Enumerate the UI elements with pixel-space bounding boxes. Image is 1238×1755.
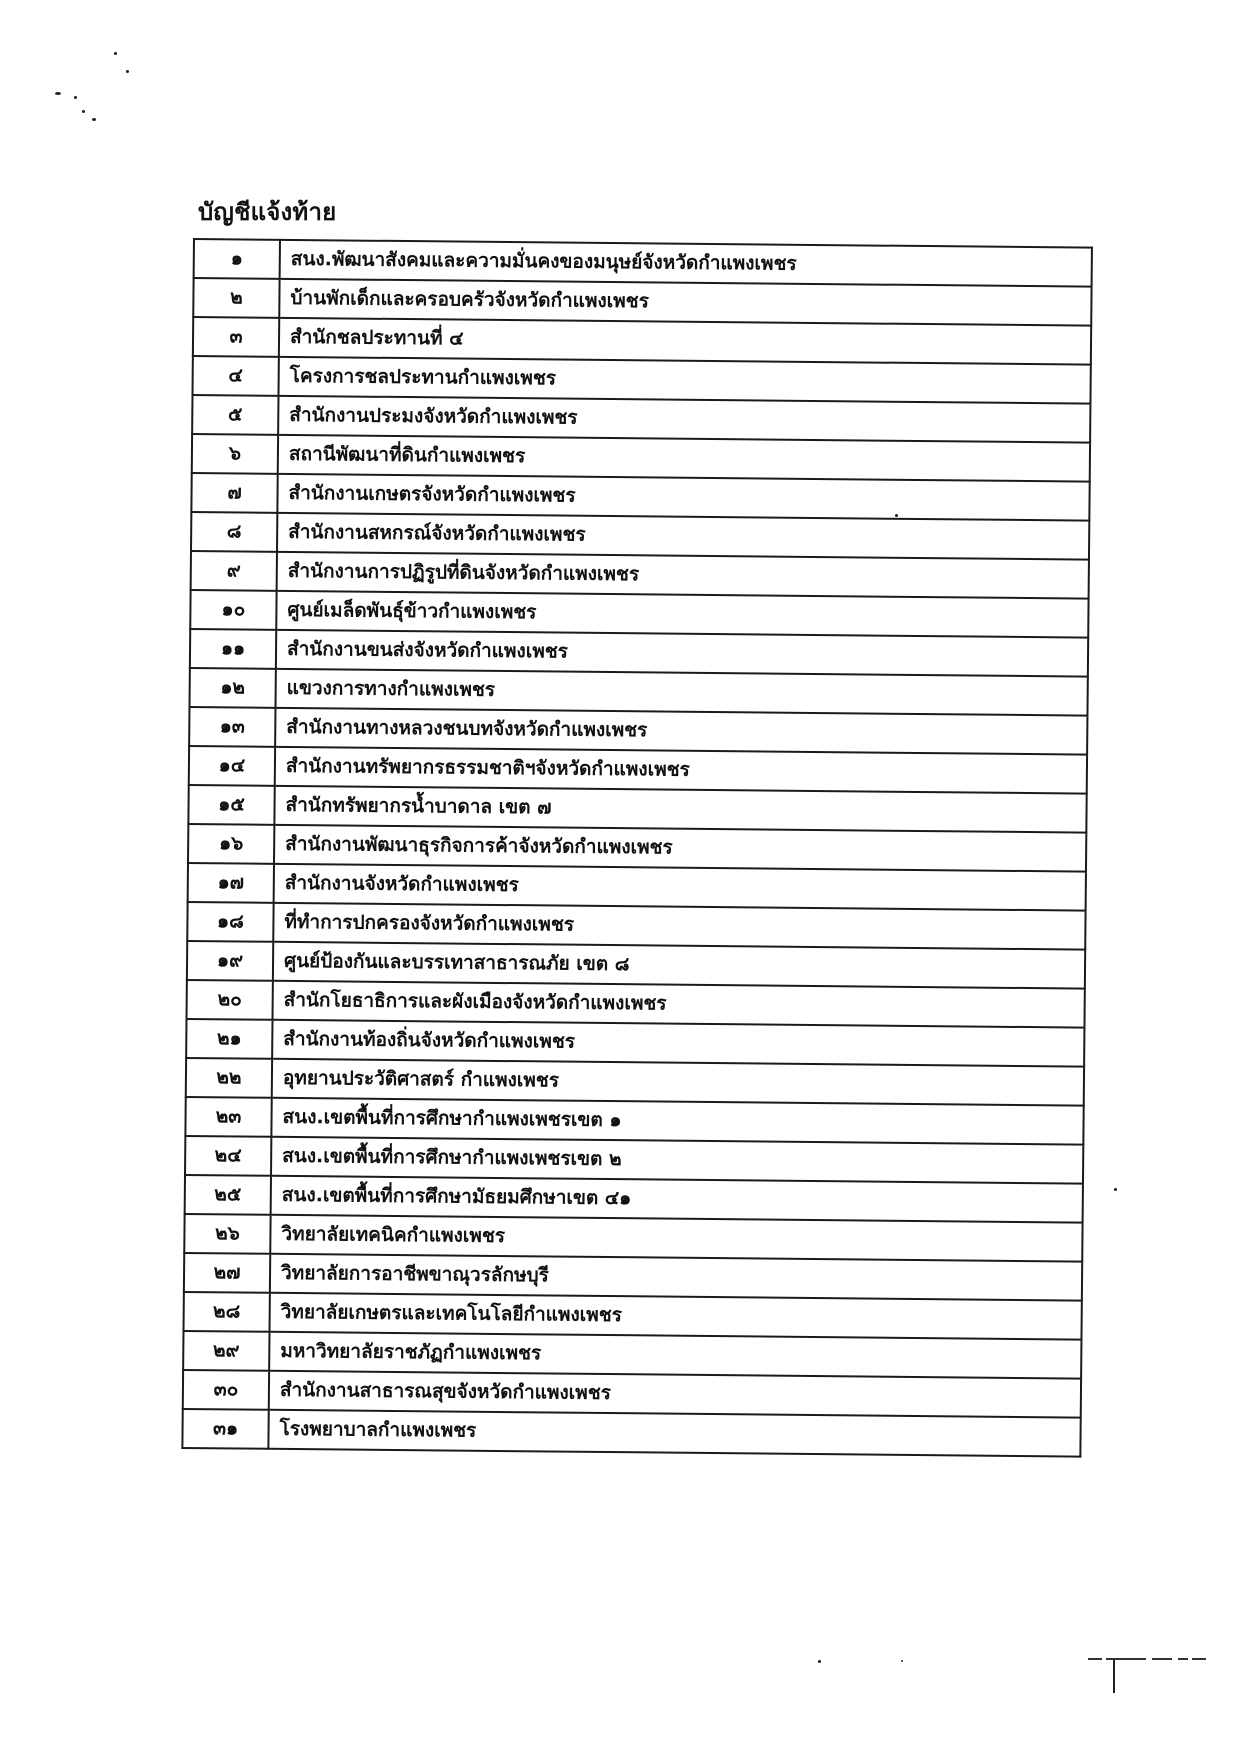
agency-name: โครงการชลประทานกำแพงเพชร xyxy=(278,357,1090,404)
agency-name: สำนักงานขนส่งจังหวัดกำแพงเพชร xyxy=(276,630,1088,677)
row-number: ๑ xyxy=(194,239,280,279)
agency-name: ศูนย์ป้องกันและบรรเทาสาธารณภัย เขต ๘ xyxy=(273,942,1085,989)
agency-list-table xyxy=(181,238,1093,1458)
agency-list-body xyxy=(182,239,1092,1457)
row-number: ๒๘ xyxy=(184,1292,270,1332)
row-number: ๑๗ xyxy=(188,863,274,903)
row-number: ๑๙ xyxy=(187,941,273,981)
agency-name: สำนักงานทางหลวงชนบทจังหวัดกำแพงเพชร xyxy=(275,708,1087,755)
agency-name: สนง.เขตพื้นที่การศึกษากำแพงเพชรเขต ๒ xyxy=(271,1137,1083,1184)
scan-speck xyxy=(818,1660,821,1663)
row-number: ๑๔ xyxy=(189,746,275,786)
row-number: ๓๐ xyxy=(183,1370,269,1410)
agency-name: บ้านพักเด็กและครอบครัวจังหวัดกำแพงเพชร xyxy=(279,279,1091,326)
agency-name: สนง.เขตพื้นที่การศึกษากำแพงเพชรเขต ๑ xyxy=(271,1098,1083,1145)
row-number: ๕ xyxy=(192,395,278,435)
scan-speck xyxy=(74,96,77,99)
agency-name: ศูนย์เมล็ดพันธุ์ข้าวกำแพงเพชร xyxy=(276,591,1088,638)
row-number: ๒๙ xyxy=(183,1331,269,1371)
agency-name: วิทยาลัยการอาชีพขาณุวรลักษบุรี xyxy=(270,1254,1082,1301)
table-row xyxy=(182,1409,1080,1457)
row-number: ๑๐ xyxy=(190,590,276,630)
page-title: บัญชีแจ้งท้าย xyxy=(198,198,337,226)
agency-name: สำนักงานท้องถิ่นจังหวัดกำแพงเพชร xyxy=(272,1020,1084,1067)
agency-name: วิทยาลัยเกษตรและเทคโนโลยีกำแพงเพชร xyxy=(270,1293,1082,1340)
agency-name: สำนักงานการปฏิรูปที่ดินจังหวัดกำแพงเพชร xyxy=(277,552,1089,599)
agency-name: สำนักงานประมงจังหวัดกำแพงเพชร xyxy=(278,396,1090,443)
scan-speck xyxy=(92,118,96,121)
scan-speck xyxy=(55,92,61,95)
agency-name: สถานีพัฒนาที่ดินกำแพงเพชร xyxy=(278,435,1090,482)
row-number: ๒๒ xyxy=(186,1058,272,1098)
agency-name: สนง.เขตพื้นที่การศึกษามัธยมศึกษาเขต ๔๑ xyxy=(271,1176,1083,1223)
agency-name: สำนักทรัพยากรน้ำบาดาล เขต ๗ xyxy=(274,786,1086,833)
scan-speck xyxy=(114,52,117,55)
agency-name: สำนักงานทรัพยากรธรรมชาติฯจังหวัดกำแพงเพชร xyxy=(275,747,1087,794)
agency-name: สำนักงานเกษตรจังหวัดกำแพงเพชร xyxy=(277,474,1089,521)
row-number: ๑๓ xyxy=(189,707,275,747)
scan-speck xyxy=(1114,1188,1117,1191)
agency-name: สนง.พัฒนาสังคมและความมั่นคงของมนุษย์จังหวัดกำแพงเพชร xyxy=(280,240,1092,287)
agency-name: สำนักงานพัฒนาธุรกิจการค้าจังหวัดกำแพงเพชร xyxy=(274,825,1086,872)
scan-speck xyxy=(901,1660,903,1662)
agency-name: วิทยาลัยเทคนิคกำแพงเพชร xyxy=(270,1215,1082,1262)
row-number: ๒ xyxy=(193,278,279,318)
row-number: ๒๑ xyxy=(186,1019,272,1059)
row-number: ๑๑ xyxy=(190,629,276,669)
agency-name: โรงพยาบาลกำแพงเพชร xyxy=(268,1410,1080,1457)
agency-name: ที่ทำการปกครองจังหวัดกำแพงเพชร xyxy=(273,903,1085,950)
row-number: ๓ xyxy=(193,317,279,357)
row-number: ๗ xyxy=(191,473,277,513)
row-number: ๓๑ xyxy=(182,1409,268,1449)
row-number: ๒๔ xyxy=(185,1136,271,1176)
agency-name: อุทยานประวัติศาสตร์ กำแพงเพชร xyxy=(272,1059,1084,1106)
agency-name: มหาวิทยาลัยราชภัฏกำแพงเพชร xyxy=(269,1332,1081,1379)
row-number: ๙ xyxy=(191,551,277,591)
row-number: ๒๗ xyxy=(184,1253,270,1293)
row-number: ๒๐ xyxy=(187,980,273,1020)
scan-speck xyxy=(126,70,129,73)
agency-name: สำนักชลประทานที่ ๔ xyxy=(279,318,1091,365)
agency-name: สำนักโยธาธิการและผังเมืองจังหวัดกำแพงเพชร xyxy=(272,981,1084,1028)
agency-name: แขวงการทางกำแพงเพชร xyxy=(275,669,1087,716)
agency-name: สำนักงานจังหวัดกำแพงเพชร xyxy=(274,864,1086,911)
row-number: ๒๖ xyxy=(184,1214,270,1254)
row-number: ๑๘ xyxy=(187,902,273,942)
agency-name: สำนักงานสาธารณสุขจังหวัดกำแพงเพชร xyxy=(269,1371,1081,1418)
scan-speck xyxy=(82,110,85,113)
row-number: ๘ xyxy=(191,512,277,552)
agency-name: สำนักงานสหกรณ์จังหวัดกำแพงเพชร xyxy=(277,513,1089,560)
row-number: ๔ xyxy=(192,356,278,396)
row-number: ๑๕ xyxy=(188,785,274,825)
corner-mark xyxy=(1088,1656,1206,1696)
row-number: ๖ xyxy=(192,434,278,474)
row-number: ๒๓ xyxy=(185,1097,271,1137)
row-number: ๑๖ xyxy=(188,824,274,864)
row-number: ๑๒ xyxy=(189,668,275,708)
row-number: ๒๕ xyxy=(185,1175,271,1215)
